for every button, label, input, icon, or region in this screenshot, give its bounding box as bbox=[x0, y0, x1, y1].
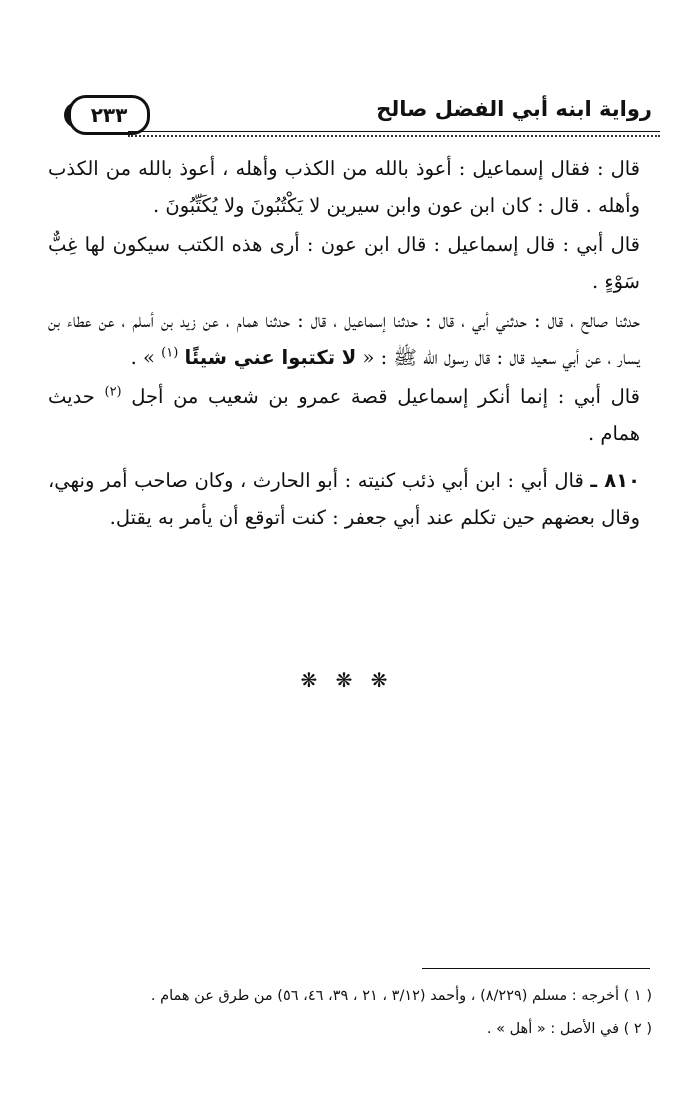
running-title: رواية ابنه أبي الفضل صالح bbox=[376, 97, 652, 121]
footnote-ref-2: (٢) bbox=[104, 384, 122, 400]
page-number-badge bbox=[68, 95, 150, 135]
paragraph-1: قال : فقال إسماعيل : أعوذ بالله من الكذب وأهله ، أعوذ بالله من الكذب وأهله . قال : كان ابن عون وابن سيرين لا يَكْتُبُونَ ولا يُكَتِّبُونَ . bbox=[48, 157, 640, 217]
paragraph-810 bbox=[48, 462, 640, 536]
footnote-1: ( ١ ) أخرجه : مسلم (٨/٢٢٩) ، وأحمد (٣/١٢ ، ٢١ ، ٣٩، ٤٦، ٥٦) من طرق عن همام . bbox=[150, 988, 652, 1004]
footnote-2: ( ٢ ) في الأصل : « أهل » . bbox=[486, 1021, 652, 1037]
header-rule bbox=[128, 131, 660, 137]
paragraph-2: قال أبي : قال إسماعيل : قال ابن عون : أرى هذه الكتب سيكون لها غِبٌّ سَوْءٍ . bbox=[48, 233, 640, 293]
paragraph-3-text: حدثنا صالح ، قال : حدثني أبي ، قال : حدثنا إسماعيل ، قال : حدثنا همام ، عن زيد بن أسلم ، عن عطاء بن يسار ، عن أبي سعيد قال : قال رسول الله ﷺ : « bbox=[48, 309, 640, 369]
footnotes bbox=[44, 980, 652, 1046]
page-number: ٢٣٣ bbox=[90, 103, 128, 127]
paragraph-4 bbox=[48, 378, 640, 452]
hadith-quote: لا تكتبوا عني شيئًا bbox=[184, 346, 357, 369]
paragraph-3 bbox=[48, 302, 640, 376]
paragraph-4-end: حديث همام . bbox=[48, 385, 640, 445]
page-header bbox=[60, 95, 660, 137]
section-separator: ❋ ❋ ❋ bbox=[300, 668, 394, 692]
main-text bbox=[48, 150, 640, 538]
footnote-rule bbox=[422, 968, 650, 969]
paragraph-810-text: قال أبي : ابن أبي ذئب كنيته : أبو الحارث ، وكان صاحب أمر ونهي، وقال بعضهم حين تكلم عند أبي جعفر : كنت أتوقع أن يأمر به يقتل. bbox=[48, 469, 640, 529]
footnote-ref-1: (١) bbox=[161, 345, 179, 361]
paragraph-4-text: قال أبي : إنما أنكر إسماعيل قصة عمرو بن شعيب من أجل bbox=[131, 385, 640, 408]
entry-number: ٨١٠ ـ bbox=[590, 469, 640, 492]
paragraph-3-end: » . bbox=[130, 346, 155, 369]
